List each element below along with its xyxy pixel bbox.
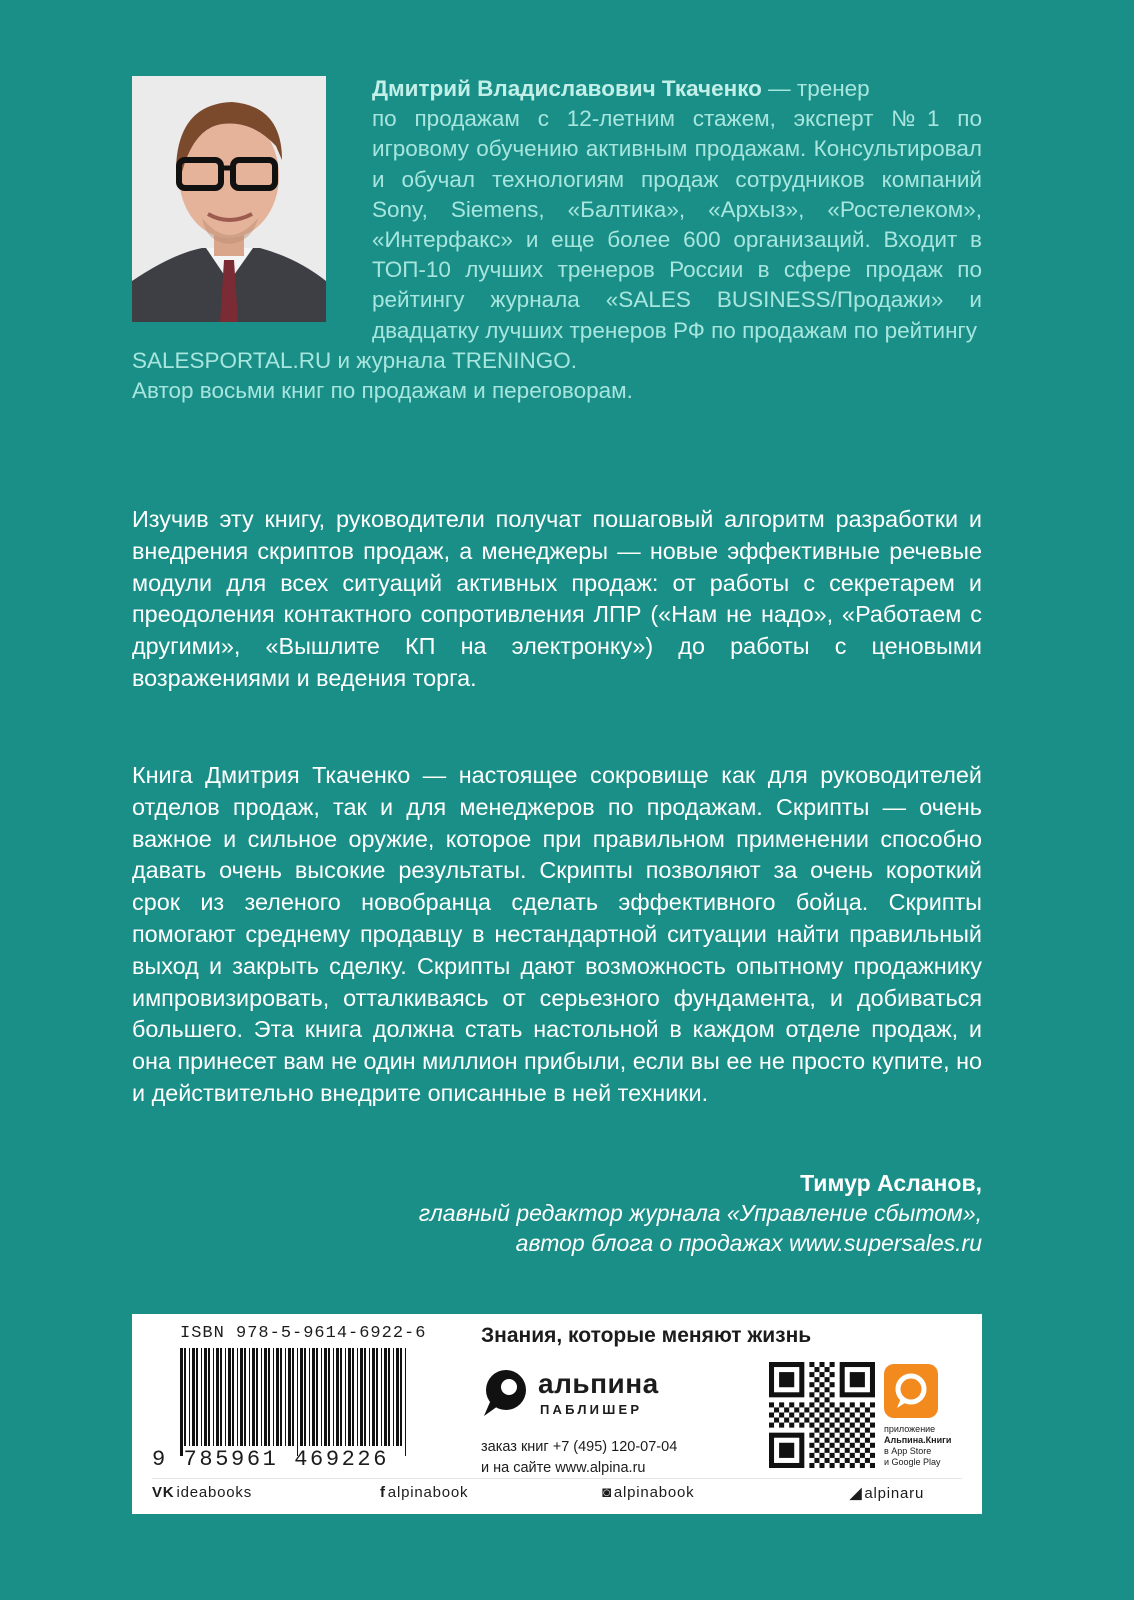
telegram-icon: ◢ bbox=[850, 1485, 863, 1502]
author-bio-tail-2: Автор восьми книг по продажам и переговорам. bbox=[132, 378, 633, 404]
author-bio-text: по продажам с 12-летним стажем, эксперт №1 по игровому обучению активным продажам. Консультировал и обучал технологиям продаж сотрудников компаний Sony, Siemens, «Балтика», «Архыз», «Ростелеком», «Интерфакс» и еще более 600 организаций. Входит в ТОП-10 лучших тренеров России в сфере продаж по рейтингу журнала «SALES BUSINESS/Продажи» и двадцатку лучших тренеров РФ по продажам по рейтингу bbox=[372, 106, 982, 343]
barcode-digits: 9 785961 469226 bbox=[152, 1447, 390, 1472]
reviewer-signature bbox=[419, 1168, 982, 1258]
author-bio-tail-1: SALESPORTAL.RU и журнала TRENINGO. bbox=[132, 347, 577, 373]
publisher-name: альпина bbox=[538, 1368, 659, 1399]
order-phone: заказ книг +7 (495) 120-07-04 bbox=[481, 1439, 678, 1455]
app-store-text bbox=[884, 1424, 951, 1468]
footer-panel bbox=[132, 1314, 982, 1514]
facebook-icon: f bbox=[380, 1484, 386, 1501]
publisher-subtitle: ПАБЛИШЕР bbox=[540, 1402, 643, 1417]
social-handle: alpinabook bbox=[613, 1484, 695, 1501]
author-bio bbox=[132, 74, 982, 406]
barcode bbox=[180, 1348, 410, 1458]
publisher-slogan: Знания, которые меняют жизнь bbox=[481, 1324, 812, 1347]
instagram-icon: ◙ bbox=[602, 1484, 612, 1501]
app-logo-icon[interactable] bbox=[884, 1364, 938, 1418]
reviewer-role-2: автор блога о продажах www.supersales.ru bbox=[515, 1230, 982, 1256]
footer-divider bbox=[152, 1478, 962, 1479]
reviewer-name: Тимур Асланов, bbox=[800, 1170, 982, 1196]
social-handle: ideabooks bbox=[176, 1484, 253, 1501]
social-telegram[interactable] bbox=[850, 1484, 924, 1502]
order-site: и на сайте www.alpina.ru bbox=[481, 1460, 646, 1476]
order-info bbox=[481, 1437, 677, 1479]
social-facebook[interactable] bbox=[380, 1484, 468, 1501]
social-instagram[interactable] bbox=[602, 1484, 694, 1501]
app-text-line: приложение bbox=[884, 1424, 936, 1434]
social-handle: alpinaru bbox=[864, 1484, 925, 1502]
social-handle: alpinabook bbox=[387, 1484, 469, 1501]
vk-icon: VK bbox=[152, 1484, 175, 1501]
social-vk[interactable] bbox=[152, 1484, 252, 1501]
reviewer-role-1: главный редактор журнала «Управление сбытом», bbox=[418, 1200, 982, 1226]
author-bio-line1: — тренер bbox=[761, 76, 870, 101]
review-text: Книга Дмитрия Ткаченко — настоящее сокровище как для руководителей отделов продаж, так и для менеджеров по продажам. Скрипты — очень важное и сильное оружие, которое при правильном применении способно давать очень высокие результаты. Скрипты позволяют за очень короткий срок из зеленого новобранца сделать эффективного бойца. Скрипты помогают среднему продавцу в нестандартной ситуации найти правильный выход и закрыть сделку. Скрипты дают возможность опытному продажнику импровизировать, отталкиваясь от серьезного фундамента, и добиваться большего. Эта книга должна стать настольной в каждом отделе продаж, и она принесет вам не один миллион прибыли, если вы ее не просто купите, но и действительно внедрите описанные в ней техники. bbox=[132, 762, 982, 1106]
book-blurb: Изучив эту книгу, руководители получат пошаговый алгоритм разработки и внедрения скриптов продаж, а менеджеры — новые эффективные речевые модули для всех ситуаций активных продаж: от работы с секретарем и преодоления контактного сопротивления ЛПР («Нам не надо», «Работаем с другими», «Вышлите КП на электронку») до работы с ценовыми возражениями и ведения торга. bbox=[132, 506, 982, 691]
qr-code[interactable] bbox=[769, 1362, 875, 1468]
alpina-logo-icon bbox=[480, 1366, 532, 1418]
author-name: Дмитрий Владиславович Ткаченко bbox=[372, 76, 762, 101]
app-text-line: и Google Play bbox=[884, 1457, 941, 1467]
isbn-text: ISBN 978-5-9614-6922-6 bbox=[180, 1324, 427, 1343]
app-text-line: в App Store bbox=[884, 1446, 932, 1456]
app-name: Альпина.Книги bbox=[884, 1435, 952, 1445]
